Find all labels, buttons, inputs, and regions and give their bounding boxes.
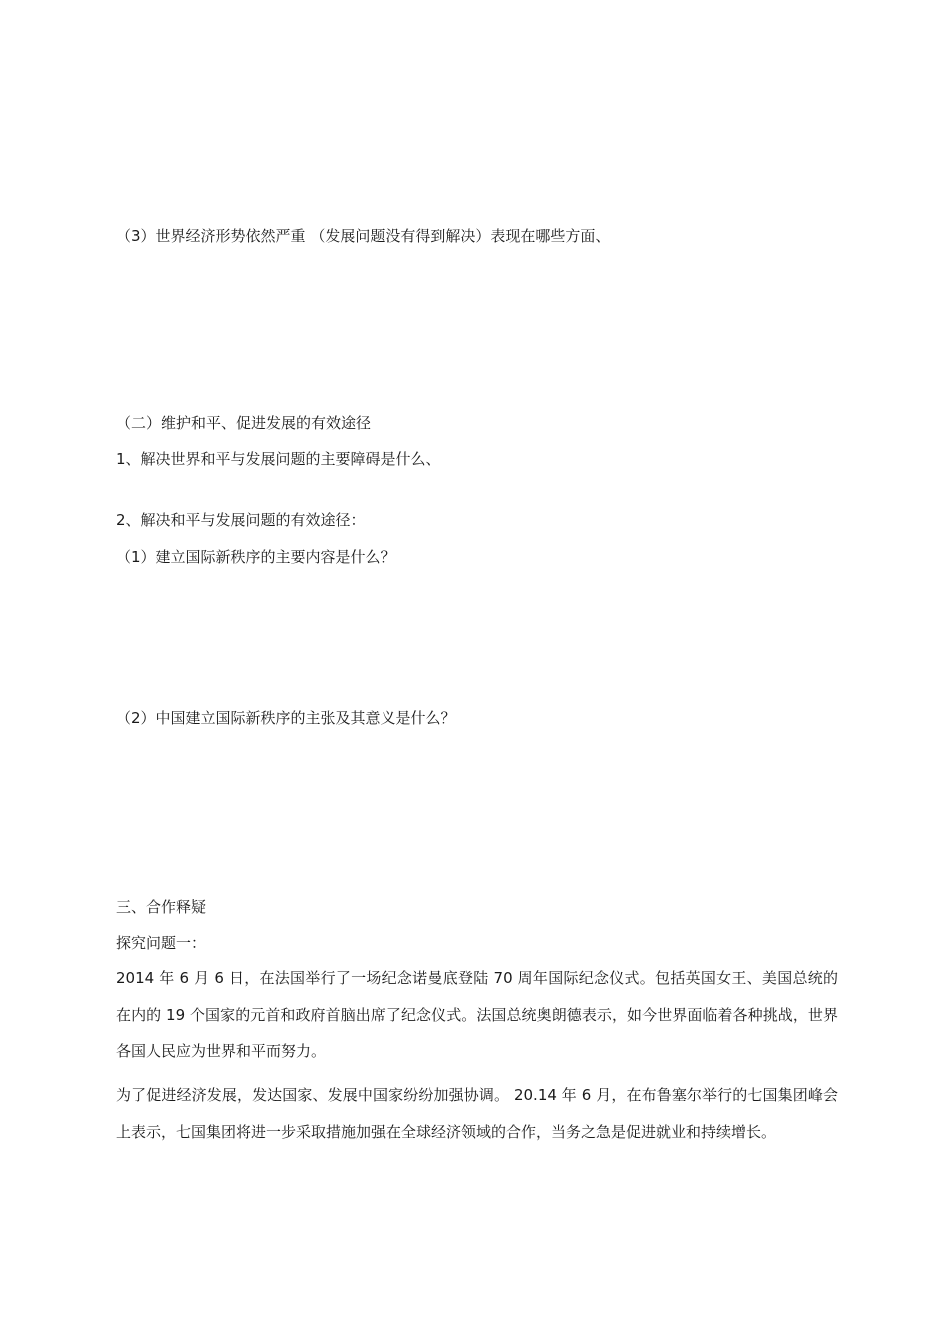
section-two-heading: （二）维护和平、促进发展的有效途径 [116,414,372,432]
question-item-1: 1、解决世界和平与发展问题的主要障碍是什么、 [116,450,441,468]
question-item-2-sub-2: （2）中国建立国际新秩序的主张及其意义是什么？ [116,709,456,727]
inquiry-title: 探究问题一： [116,934,207,952]
question-item-2-sub-1: （1）建立国际新秩序的主要内容是什么？ [116,548,396,566]
section-three-heading: 三、合作释疑 [116,898,207,916]
material-paragraph-2: 为了促进经济发展，发达国家、发展中国家纷纷加强协调。 20.14 年 6 月，在布鲁塞尔举行的七国集团峰会上表示，七国集团将进一步采取措施加强在全球经济领域的合作，当务之急是促进就业和持续增长。 [116,1086,838,1141]
question-3: （3）世界经济形势依然严重 （发展问题没有得到解决）表现在哪些方面、 [116,227,611,245]
material-paragraph-1: 2014 年 6 月 6 日，在法国举行了一场纪念诺曼底登陆 70 周年国际纪念仪式。包括英国女王、美国总统的在内的 19 个国家的元首和政府首脑出席了纪念仪式。法国总统奥朗德表示，如今世界面临着各种挑战，世界各国人民应为世界和平而努力。 [116,969,838,1060]
question-item-2: 2、解决和平与发展问题的有效途径： [116,511,366,529]
